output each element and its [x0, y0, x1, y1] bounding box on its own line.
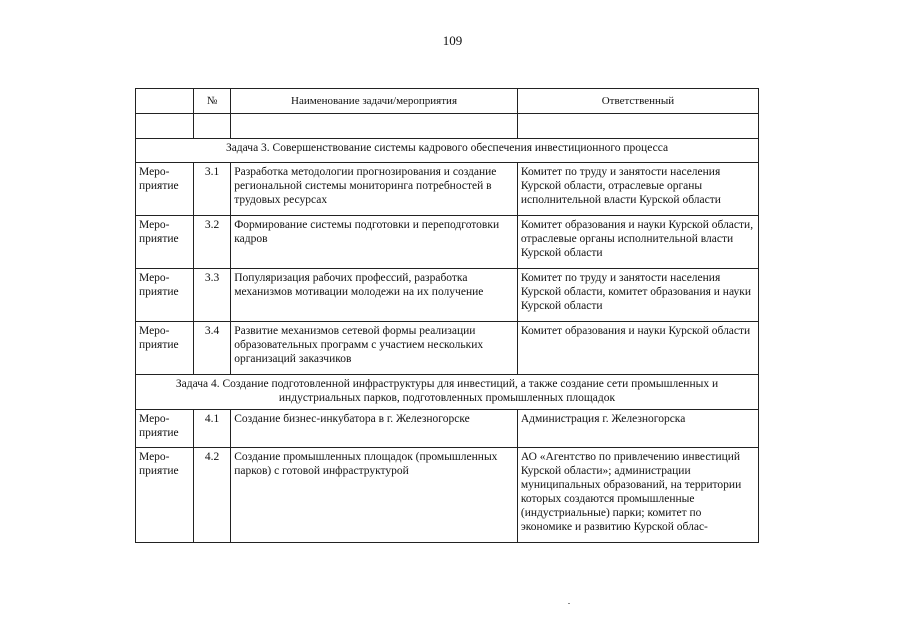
task-4-title: Задача 4. Создание подготовленной инфраструктуры для инвестиций, а также создание сети промышленных и индустриальных парков, подготовленных промышленных площадок [136, 375, 759, 410]
task-3-row [136, 139, 759, 163]
row-responsible: Комитет по труду и занятости населения Курской области, комитет образования и науки Курской области [517, 269, 758, 322]
row-name: Разработка методологии прогнозирования и создание региональной системы мониторинга потребностей в трудовых ресурсах [231, 163, 518, 216]
row-name: Создание бизнес-инкубатора в г. Железногорске [231, 410, 518, 448]
row-name: Развитие механизмов сетевой формы реализации образовательных программ с участием нескольких организаций заказчиков [231, 322, 518, 375]
row-responsible: Комитет образования и науки Курской области [517, 322, 758, 375]
row-responsible: Комитет образования и науки Курской области, отраслевые органы исполнительной власти Курской области [517, 216, 758, 269]
table-row [136, 322, 759, 375]
activities-table [135, 88, 759, 543]
row-num: 3.1 [193, 163, 230, 216]
table-row [136, 216, 759, 269]
table-row [136, 163, 759, 216]
header-type [136, 89, 194, 114]
row-name: Популяризация рабочих профессий, разработка механизмов мотивации молодежи на их получение [231, 269, 518, 322]
page-number: 109 [442, 33, 463, 48]
row-responsible: АО «Агентство по привлечению инвестиций Курской области»; администрации муниципальных образований, на территории которых создаются промышленные (индустриальные) парки; комитет по экономике и развитию Курской облас- [517, 448, 758, 543]
header-responsible: Ответственный [517, 89, 758, 114]
table-row [136, 269, 759, 322]
table-header-row [136, 89, 759, 114]
row-num: 3.2 [193, 216, 230, 269]
row-type: Меро-приятие [136, 216, 194, 269]
header-name: Наименование задачи/мероприятия [231, 89, 518, 114]
row-name: Создание промышленных площадок (промышленных парков) с готовой инфраструктурой [231, 448, 518, 543]
scan-speck [568, 603, 570, 604]
table-row [136, 448, 759, 543]
header-num: № [193, 89, 230, 114]
row-type: Меро-приятие [136, 322, 194, 375]
table-row [136, 410, 759, 448]
row-type: Меро-приятие [136, 163, 194, 216]
empty-row [136, 114, 759, 139]
row-type: Меро-приятие [136, 448, 194, 543]
row-num: 3.4 [193, 322, 230, 375]
row-type: Меро-приятие [136, 269, 194, 322]
row-num: 4.2 [193, 448, 230, 543]
row-responsible: Комитет по труду и занятости населения Курской области, отраслевые органы исполнительной власти Курской области [517, 163, 758, 216]
task-3-title: Задача 3. Совершенствование системы кадрового обеспечения инвестиционного процесса [136, 139, 759, 163]
row-num: 3.3 [193, 269, 230, 322]
row-name: Формирование системы подготовки и переподготовки кадров [231, 216, 518, 269]
row-responsible: Администрация г. Железногорска [517, 410, 758, 448]
row-num: 4.1 [193, 410, 230, 448]
row-type: Меро-приятие [136, 410, 194, 448]
task-4-row [136, 375, 759, 410]
